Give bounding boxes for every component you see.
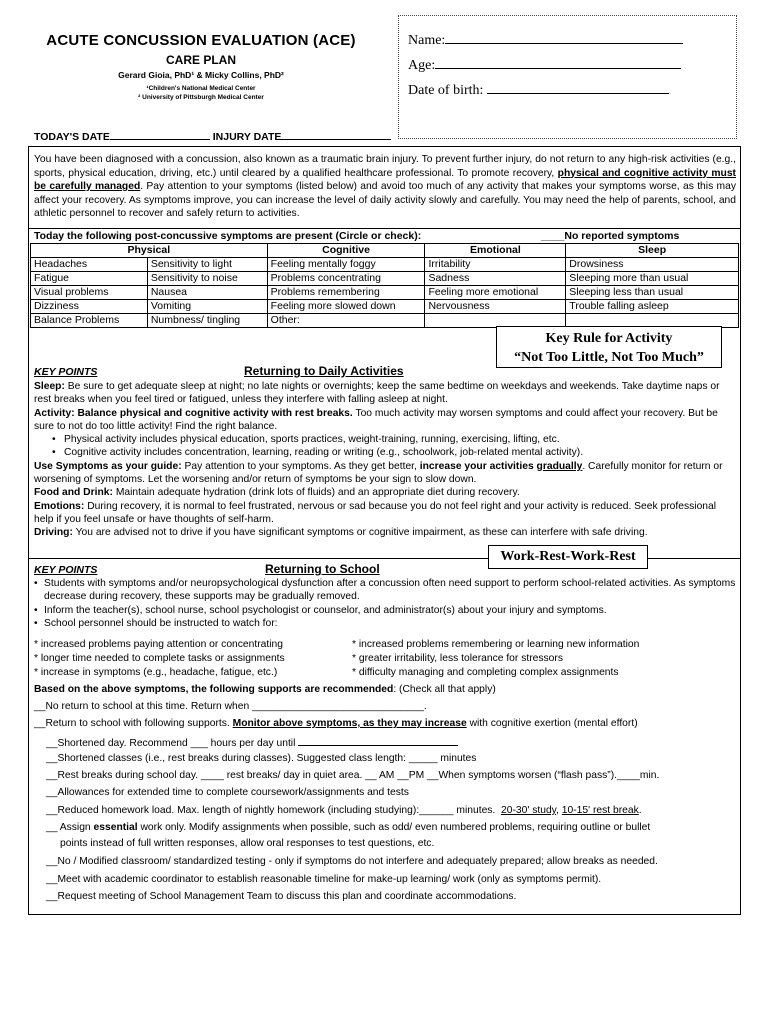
col-physical: Physical xyxy=(31,244,268,258)
watch-item: * difficulty managing and completing complex assignments xyxy=(352,667,619,678)
no-symptoms-option[interactable]: ____No reported symptoms xyxy=(541,230,680,242)
supports-heading: Based on the above symptoms, the following supports are recommended: (Check all that apply) xyxy=(34,684,496,695)
cognitive-activity-bullet: • Cognitive activity includes concentration, learning, reading or writing (e.g., schoolwork, job-related mental activity). xyxy=(52,447,584,459)
daily-activities-title: Returning to Daily Activities xyxy=(244,364,404,378)
col-sleep: Sleep xyxy=(566,244,739,258)
symptom-physical[interactable]: Sensitivity to light xyxy=(147,258,267,272)
symptom-cognitive[interactable]: Feeling more slowed down xyxy=(267,300,425,314)
name-input-line[interactable] xyxy=(445,30,683,44)
option-essential-work-cont: points instead of full written responses, allow oral responses to test questions, etc. xyxy=(60,838,435,849)
symptom-sleep[interactable]: Sleeping more than usual xyxy=(566,272,739,286)
symptom-physical[interactable]: Nausea xyxy=(147,286,267,300)
symptom-cognitive[interactable]: Problems concentrating xyxy=(267,272,425,286)
affiliations xyxy=(36,84,366,102)
symptom-emotional[interactable]: Nervousness xyxy=(425,300,566,314)
name-field[interactable] xyxy=(408,30,683,49)
affiliation-2: ² University of Pittsburgh Medical Center xyxy=(138,94,264,101)
symptom-cognitive[interactable]: Problems remembering xyxy=(267,286,425,300)
option-no-return[interactable]: __No return to school at this time. Return when ______________________________. xyxy=(34,701,427,712)
option-essential-work[interactable]: __ Assign essential work only. Modify assignments when possible, such as odd/ even numbered problems, requiring outline or bullet xyxy=(46,822,651,833)
driving-guideline: Driving: You are advised not to drive if you have significant symptoms or cognitive impairment, as these can interfere with safe driving. xyxy=(34,527,648,539)
symptom-row xyxy=(31,258,739,272)
name-label: Name: xyxy=(408,33,446,48)
symptom-checklist xyxy=(30,243,739,328)
symptom-sleep[interactable]: Trouble falling asleep xyxy=(566,300,739,314)
key-points-label: KEY POINTS xyxy=(34,564,98,576)
col-cognitive: Cognitive xyxy=(267,244,425,258)
option-management-team[interactable]: __Request meeting of School Management Team to discuss this plan and coordinate accommodations. xyxy=(46,891,517,902)
option-shortened-day[interactable]: __Shortened day. Recommend ___ hours per day until xyxy=(46,735,458,750)
symptom-physical[interactable]: Numbness/ tingling xyxy=(147,314,267,328)
school-bullets xyxy=(34,577,736,630)
symptom-physical[interactable]: Headaches xyxy=(31,258,148,272)
option-rest-breaks[interactable]: __Rest breaks during school day. ____ rest breaks/ day in quiet area. __ AM __PM __When symptoms worsen (“flash pass”).____min. xyxy=(46,770,660,781)
returning-to-school-title: Returning to School xyxy=(265,562,380,576)
symptom-emotional[interactable]: Sadness xyxy=(425,272,566,286)
col-emotional: Emotional xyxy=(425,244,566,258)
todays-date-label: TODAY'S DATE xyxy=(34,131,110,143)
work-rest-callout: Work-Rest-Work-Rest xyxy=(488,545,648,569)
sleep-guideline: Sleep: Be sure to get adequate sleep at night; no late nights or overnights; keep the same bedtime on weekdays and weekends. Take daytime naps or rest breaks when you feel tired or fatigued, unless they interfere with falling asleep at night. xyxy=(34,381,720,406)
dob-field[interactable] xyxy=(408,80,669,99)
symptom-row xyxy=(31,286,739,300)
key-rule-callout xyxy=(496,326,722,368)
physical-activity-bullet: • Physical activity includes physical education, sports practices, weight-training, running, exercising, lifting, etc. xyxy=(52,434,560,446)
symptom-emotional[interactable]: Feeling more emotional xyxy=(425,286,566,300)
key-points-label: KEY POINTS xyxy=(34,366,98,378)
divider xyxy=(28,228,741,229)
symptom-physical[interactable]: Sensitivity to noise xyxy=(147,272,267,286)
option-shortened-classes[interactable]: __Shortened classes (i.e., rest breaks during classes). Suggested class length: _____ minutes xyxy=(46,753,477,764)
key-rule-title: Key Rule for Activity xyxy=(545,331,673,346)
authors: Gerard Gioia, PhD¹ & Micky Collins, PhD² xyxy=(118,70,284,80)
age-field[interactable] xyxy=(408,55,681,74)
school-bullet-3: • School personnel should be instructed to watch for: xyxy=(34,617,278,629)
form-title: ACUTE CONCUSSION EVALUATION (ACE) xyxy=(46,32,356,49)
option-modified-testing[interactable]: __No / Modified classroom/ standardized testing - only if symptoms do not interfere and adequately prepared; allow breaks as needed. xyxy=(46,856,658,867)
affiliation-1: ¹Children's National Medical Center xyxy=(146,85,256,92)
todays-date-input[interactable] xyxy=(110,128,210,140)
option-reduced-homework[interactable]: __Reduced homework load. Max. length of nightly homework (including studying):______ minutes. 20-30' study, 10-15' rest break. xyxy=(46,805,642,816)
intro-paragraph: You have been diagnosed with a concussion, also known as a traumatic brain injury. To prevent further injury, do not return to any high-risk activities (e.g., sports, physical education, driving, etc.) until cleared by a qualified healthcare professional. To promote recovery, physical and cognitive activity must be carefully managed. Pay attention to your symptoms (listed below) and avoid too much of any activity that makes your symptoms worse, as this may affect your recovery. As symptoms improve, you can increase the level of daily activity slowly and carefully. You may need the help of parents, school, and athletic personnel to recover and safely return to activities. xyxy=(34,154,736,219)
symptom-physical[interactable]: Dizziness xyxy=(31,300,148,314)
watch-item: * greater irritability, less tolerance for stressors xyxy=(352,653,563,664)
school-bullet-1: • Students with symptoms and/or neuropsychological dysfunction after a concussion often need support to perform school-related activities. As symptoms decrease during recovery, these supports may be gradually removed. xyxy=(34,578,736,603)
watch-item: * increased problems remembering or learning new information xyxy=(352,639,640,650)
dates-row xyxy=(34,128,391,143)
form-subtitle: CARE PLAN xyxy=(165,53,236,67)
symptom-sleep[interactable]: Sleeping less than usual xyxy=(566,286,739,300)
key-rule-motto: “Not Too Little, Not Too Much” xyxy=(514,350,704,365)
watch-item: * increased problems paying attention or concentrating xyxy=(34,639,283,650)
symptom-sleep[interactable]: Drowsiness xyxy=(566,258,739,272)
dob-label: Date of birth: xyxy=(408,83,484,98)
food-guideline: Food and Drink: Maintain adequate hydration (drink lots of fluids) and an appropriate diet during recovery. xyxy=(34,487,520,499)
symptom-row xyxy=(31,272,739,286)
watch-item: * increase in symptoms (e.g., headache, fatigue, etc.) xyxy=(34,667,278,678)
intro-emphasis: physical and cognitive activity must be carefully managed xyxy=(34,167,736,192)
symptoms-guideline: Use Symptoms as your guide: Pay attention to your symptoms. As they get better, increase your activities gradually. Carefully monitor for return or worsening of symptoms. Let the worsening and/or return of symptoms be your sign to slow down. xyxy=(34,460,723,486)
symptom-physical[interactable]: Fatigue xyxy=(31,272,148,286)
symptom-cognitive[interactable]: Feeling mentally foggy xyxy=(267,258,425,272)
symptom-physical[interactable]: Balance Problems xyxy=(31,314,148,328)
symptom-row xyxy=(31,300,739,314)
age-input-line[interactable] xyxy=(435,55,681,69)
school-bullet-2: • Inform the teacher(s), school nurse, school psychologist or counselor, and administrator(s) about your injury and symptoms. xyxy=(34,604,607,616)
daily-activities-body xyxy=(34,380,734,540)
age-label: Age: xyxy=(408,58,436,73)
injury-date-input[interactable] xyxy=(281,128,391,140)
option-academic-coordinator[interactable]: __Meet with academic coordinator to establish reasonable timeline for make-up learning/ work (only as symptoms permit). xyxy=(46,874,602,885)
activity-guideline: Activity: Balance physical and cognitive activity with rest breaks. Too much activity may worsen symptoms and could affect your recovery. But be sure to not do too little activity! Find the right balance. xyxy=(34,407,718,432)
emotions-guideline: Emotions: During recovery, it is normal to feel frustrated, nervous or sad because you do not feel right and your activity is reduced. Seek professional help if you feel unsafe or have thoughts of self-harm. xyxy=(34,500,717,525)
option-allowances[interactable]: __Allowances for extended time to complete coursework/assignments and tests xyxy=(46,787,409,798)
symptom-physical[interactable]: Visual problems xyxy=(31,286,148,300)
dob-input-line[interactable] xyxy=(487,80,669,94)
symptom-physical[interactable]: Vomiting xyxy=(147,300,267,314)
option-return-with-supports[interactable]: __Return to school with following supports. Monitor above symptoms, as they may increase with cognitive exertion (mental effort) xyxy=(34,718,638,729)
symptom-emotional[interactable]: Irritability xyxy=(425,258,566,272)
watch-item: * longer time needed to complete tasks or assignments xyxy=(34,653,285,664)
symptoms-heading: Today the following post-concussive symptoms are present (Circle or check): xyxy=(34,230,422,242)
injury-date-label: INJURY DATE xyxy=(212,131,282,143)
shortened-day-input[interactable] xyxy=(298,735,458,746)
symptom-cognitive[interactable]: Other: xyxy=(267,314,425,328)
